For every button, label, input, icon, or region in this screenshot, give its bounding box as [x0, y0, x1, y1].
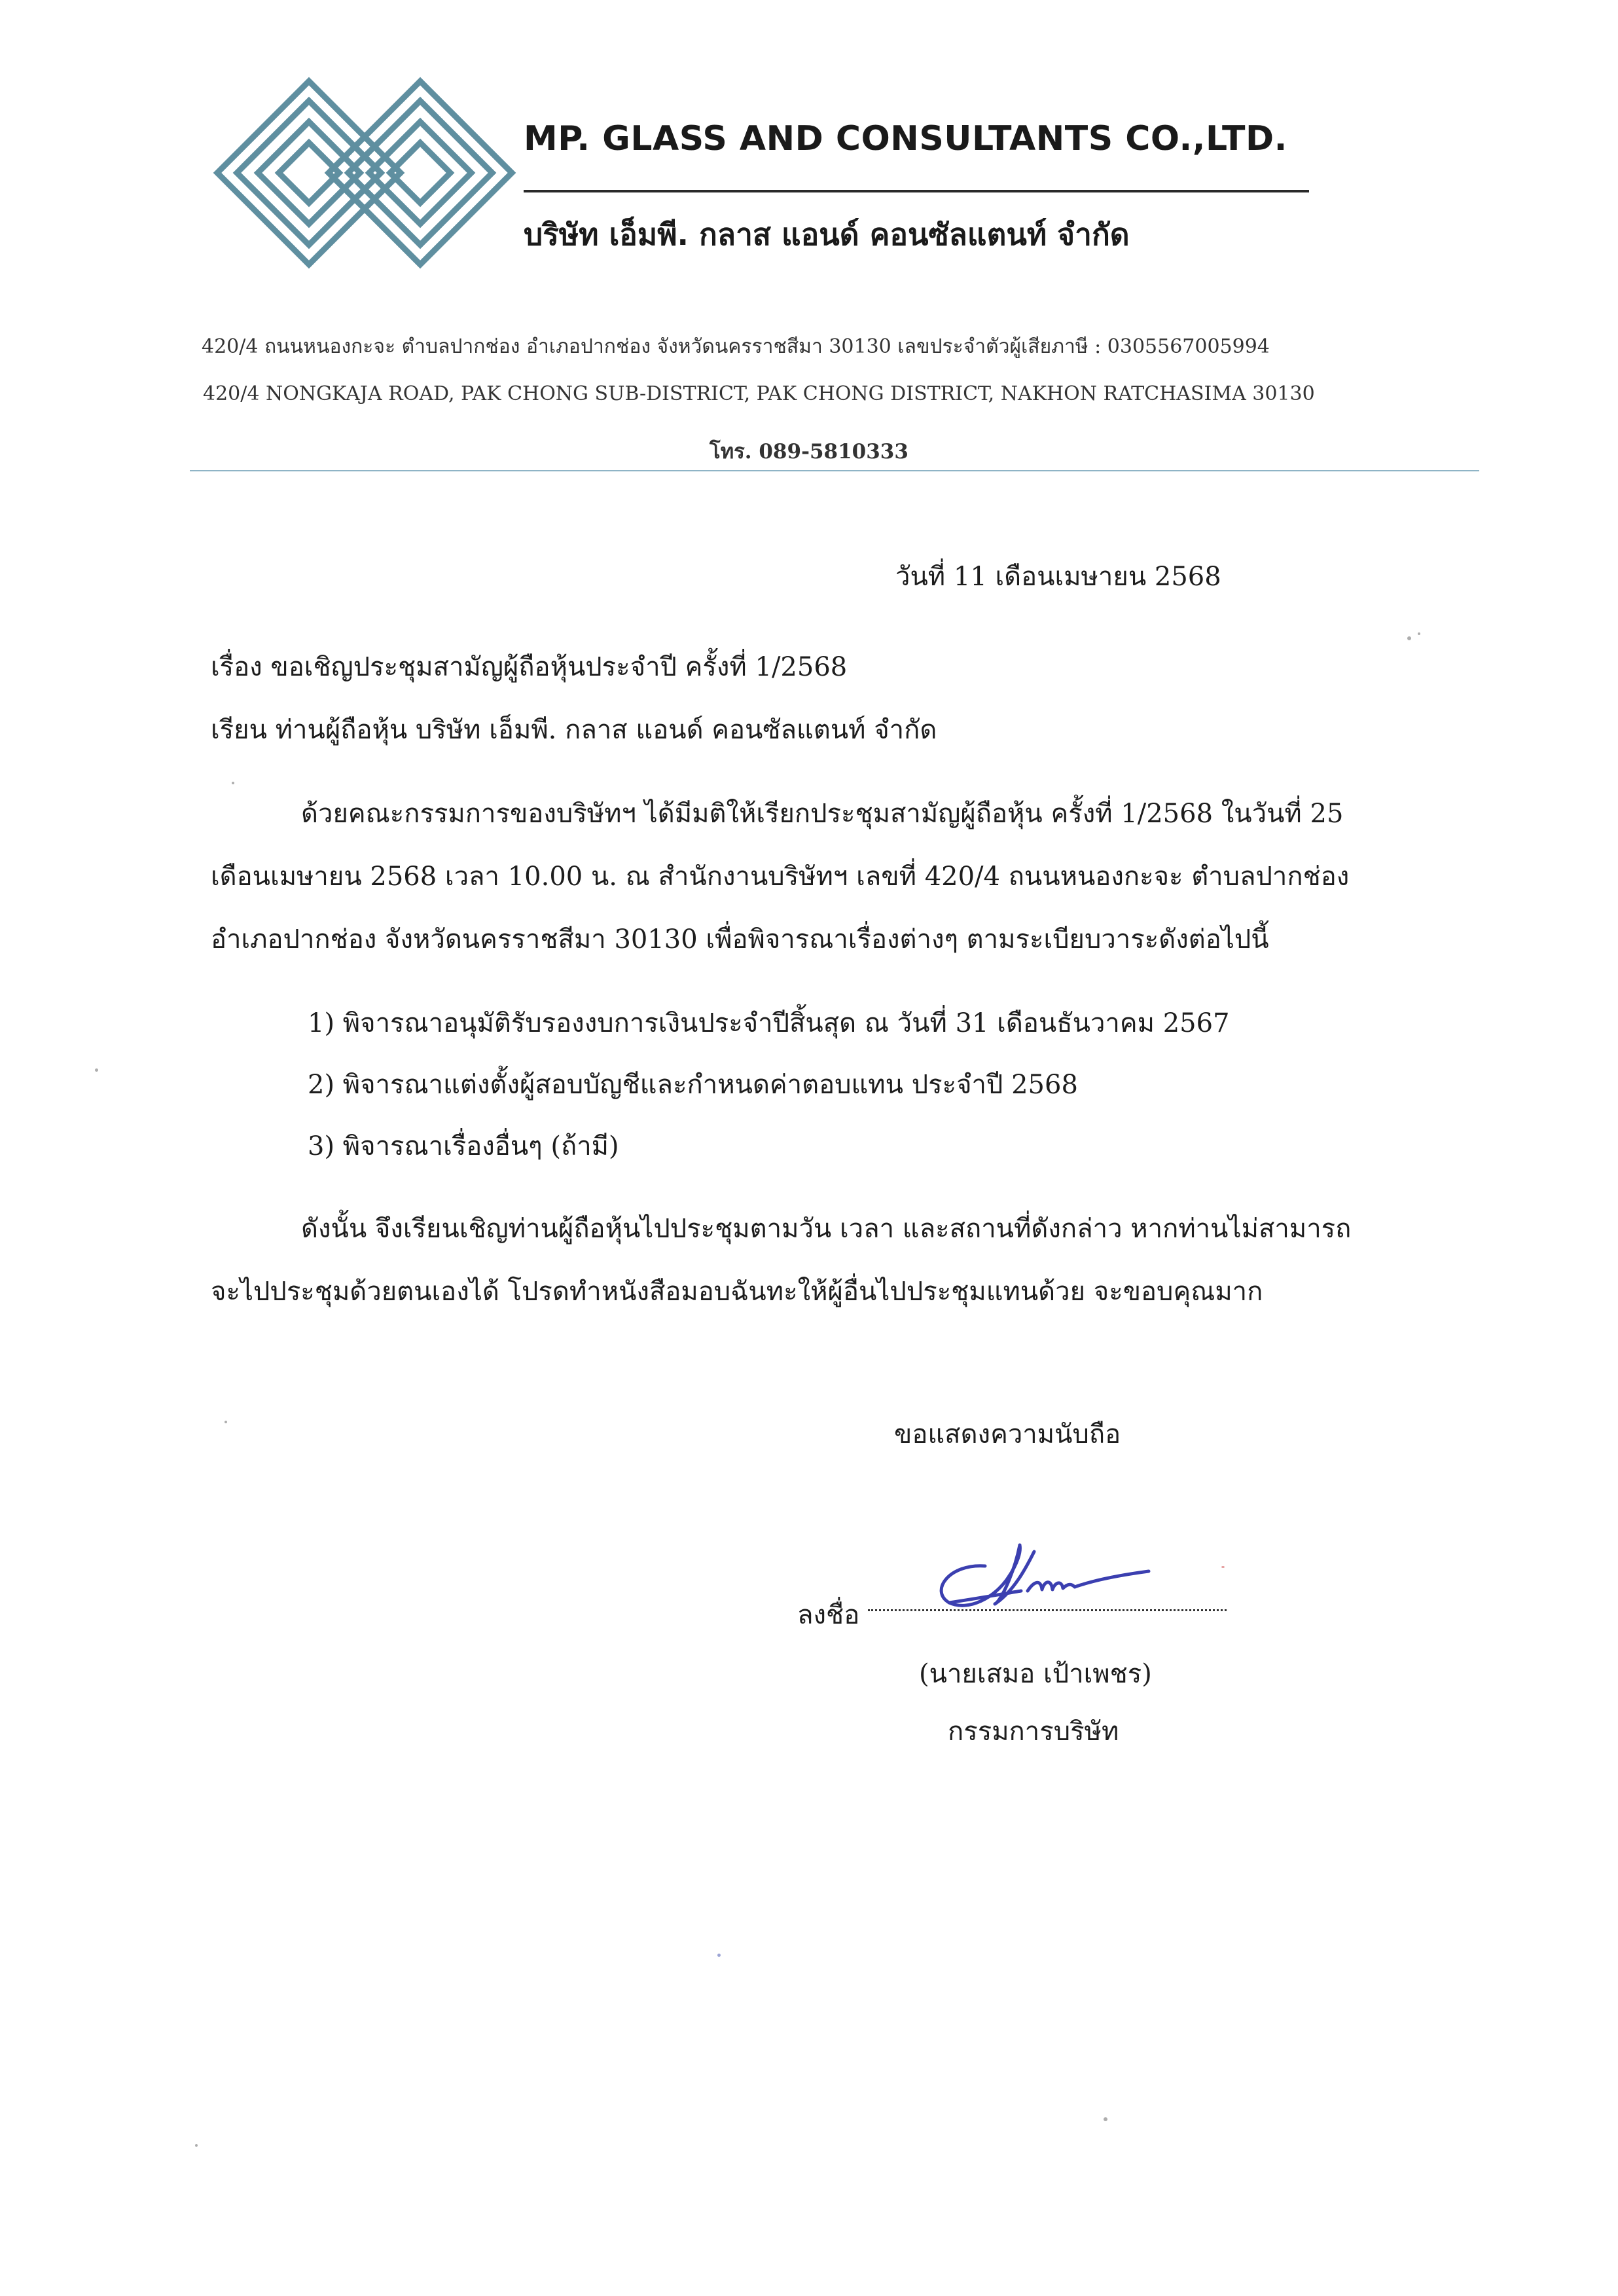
telephone: โทร. 089-5810333: [710, 440, 908, 464]
scan-speck: [1418, 632, 1420, 635]
company-divider: [524, 190, 1309, 192]
agenda-item: 2) พิจารณาแต่งตั้งผู้สอบบัญชีและกำหนดค่าตอบแทน ประจำปี 2568: [308, 1070, 1078, 1100]
agenda-item: 3) พิจารณาเรื่องอื่นๆ (ถ้ามี): [308, 1131, 619, 1161]
address-th: 420/4 ถนนหนองกะจะ ตำบลปากช่อง อำเภอปากช่อง จังหวัดนครราชสีมา 30130 เลขประจำตัวผู้เสียภาษี : 0305567005994: [202, 335, 1270, 358]
scan-speck: [95, 1068, 98, 1072]
scan-speck: [232, 782, 234, 784]
signer-name: (นายเสมอ เป้าเพชร): [919, 1659, 1152, 1689]
agenda-item: 1) พิจารณาอนุมัติรับรองงบการเงินประจำปีสิ้นสุด ณ วันที่ 31 เดือนธันวาคม 2567: [308, 1008, 1230, 1038]
company-logo-icon: [211, 62, 518, 284]
company-name-en: MP. GLASS AND CONSULTANTS CO.,LTD.: [524, 119, 1287, 158]
paragraph2-line: ดังนั้น จึงเรียนเชิญท่านผู้ถือหุ้นไปประชุมตามวัน เวลา และสถานที่ดังกล่าว หากท่านไม่สามารถ: [301, 1214, 1352, 1244]
scan-speck: [195, 2144, 198, 2147]
letter-recipient: เรียน ท่านผู้ถือหุ้น บริษัท เอ็มพี. กลาส แอนด์ คอนซัลแตนท์ จำกัด: [211, 715, 937, 745]
header-divider: [190, 470, 1479, 471]
letter-subject: เรื่อง ขอเชิญประชุมสามัญผู้ถือหุ้นประจำปี ครั้งที่ 1/2568: [211, 652, 848, 682]
closing-phrase: ขอแสดงความนับถือ: [894, 1419, 1121, 1449]
letter-date: วันที่ 11 เดือนเมษายน 2568: [895, 562, 1221, 592]
paragraph1-line: อำเภอปากช่อง จังหวัดนครราชสีมา 30130 เพื่อพิจารณาเรื่องต่างๆ ตามระเบียบวาระดังต่อไปนี้: [211, 924, 1269, 955]
signer-title: กรรมการบริษัท: [948, 1717, 1119, 1747]
scan-speck: [1104, 2117, 1107, 2121]
scan-speck: [225, 1421, 227, 1423]
company-name-th: บริษัท เอ็มพี. กลาส แอนด์ คอนซัลแตนท์ จำกัด: [524, 217, 1130, 252]
paragraph1-line: ด้วยคณะกรรมการของบริษัทฯ ได้มีมติให้เรียกประชุมสามัญผู้ถือหุ้น ครั้งที่ 1/2568 ในวันที่ 25: [301, 799, 1344, 829]
sign-label: ลงชื่อ: [797, 1600, 860, 1630]
paragraph2-line: จะไปประชุมด้วยตนเองได้ โปรดทำหนังสือมอบฉันทะให้ผู้อื่นไปประชุมแทนด้วย จะขอบคุณมาก: [211, 1277, 1263, 1307]
scan-speck: [1407, 636, 1411, 640]
scan-speck: [1221, 1566, 1225, 1568]
scan-speck: [717, 1954, 721, 1957]
address-en: 420/4 NONGKAJA ROAD, PAK CHONG SUB-DISTRICT, PAK CHONG DISTRICT, NAKHON RATCHASIMA 30130: [203, 382, 1315, 405]
paragraph1-line: เดือนเมษายน 2568 เวลา 10.00 น. ณ สำนักงานบริษัทฯ เลขที่ 420/4 ถนนหนองกะจะ ตำบลปากช่อง: [211, 862, 1350, 892]
handwritten-signature: [923, 1525, 1172, 1617]
